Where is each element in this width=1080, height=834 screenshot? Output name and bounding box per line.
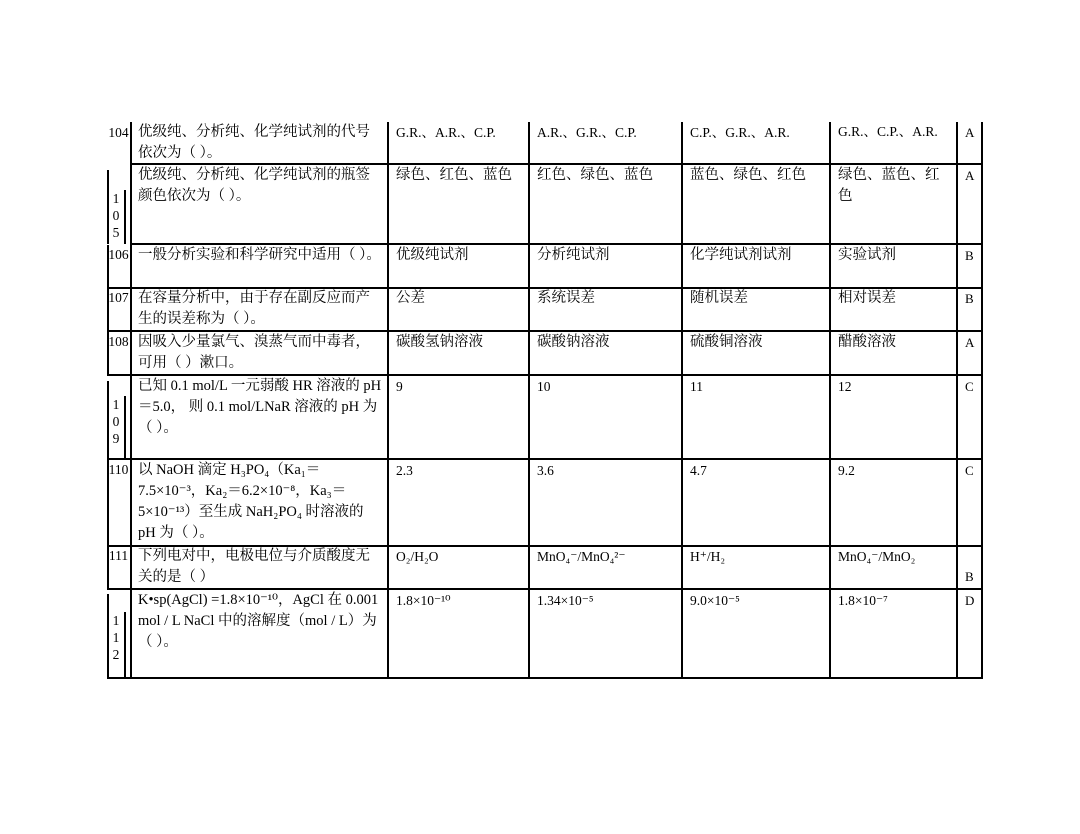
- option-a: 9: [396, 379, 403, 394]
- option-d: 相对误差: [838, 290, 896, 306]
- answer: A: [965, 125, 975, 140]
- question-text: 以 NaOH 滴定 H₃PO₄（Ka₁＝7.5×10⁻³，Ka₂＝6.2×10⁻⁸，Ka₃＝5×10⁻¹³）至生成 NaH₂PO₄ 时溶液的 pH 为（ ）。: [138, 462, 364, 541]
- answer: D: [965, 593, 975, 608]
- question-number: 110: [108, 462, 129, 477]
- option-a: 优级纯试剂: [396, 247, 469, 263]
- option-d: 1.8×10⁻⁷: [838, 593, 888, 608]
- table-right-border: [981, 122, 983, 678]
- question-number: 108: [108, 334, 129, 349]
- option-d: 9.2: [838, 463, 855, 478]
- option-c: 硫酸铜溶液: [690, 334, 763, 350]
- option-a: 公差: [396, 290, 425, 306]
- question-text: 优级纯、分析纯、化学纯试剂的瓶签颜色依次为（ ）。: [138, 167, 370, 204]
- number-box-border: [107, 381, 109, 459]
- question-text: 一般分析实验和科学研究中适用（ ）。: [138, 247, 381, 263]
- answer: C: [965, 463, 974, 478]
- question-number: 106: [108, 247, 129, 262]
- option-b: 系统误差: [537, 290, 595, 306]
- option-d: 绿色、蓝色、红色: [838, 167, 940, 204]
- question-text: 因吸入少量氯气、溴蒸气而中毒者，可用（ ）漱口。: [138, 334, 370, 371]
- number-box-inner-border: [124, 190, 126, 244]
- option-c: 11: [690, 379, 703, 394]
- option-c: C.P.、G.R.、A.R.: [690, 125, 790, 140]
- column-divider: [528, 122, 530, 678]
- column-divider: [829, 122, 831, 678]
- option-d: 12: [838, 379, 852, 394]
- column-divider: [681, 122, 683, 678]
- question-number: 111: [108, 548, 129, 563]
- answer: B: [965, 248, 974, 263]
- answer: C: [965, 379, 974, 394]
- option-b: 1.34×10⁻⁵: [537, 593, 594, 608]
- number-box-border: [107, 594, 109, 678]
- question-text: 优级纯、分析纯、化学纯试剂的代号依次为（ ）。: [138, 124, 370, 161]
- option-c: 随机误差: [690, 290, 748, 306]
- option-b: A.R.、G.R.、C.P.: [537, 125, 637, 140]
- option-c: 化学纯试剂试剂: [690, 247, 792, 263]
- question-number: 109: [112, 397, 120, 446]
- column-divider: [387, 122, 389, 678]
- option-c: 4.7: [690, 463, 707, 478]
- question-number: 112: [112, 613, 120, 662]
- option-a: G.R.、A.R.、C.P.: [396, 125, 496, 140]
- answer: A: [965, 335, 975, 350]
- option-a: O₂/H₂O: [396, 549, 439, 564]
- question-number: 105: [112, 191, 120, 240]
- question-text: K•sp(AgCl) =1.8×10⁻¹⁰，AgCl 在 0.001 mol / L NaCl 中的溶解度（mol / L）为（ ）。: [138, 592, 379, 650]
- option-b: 碳酸钠溶液: [537, 334, 610, 350]
- question-number: 104: [108, 125, 129, 140]
- option-b: MnO₄⁻/MnO₄²⁻: [537, 549, 626, 564]
- option-d: 实验试剂: [838, 247, 896, 263]
- option-b: 10: [537, 379, 551, 394]
- option-a: 2.3: [396, 463, 413, 478]
- option-c: H⁺/H₂: [690, 549, 726, 564]
- question-text: 已知 0.1 mol/L 一元弱酸 HR 溶液的 pH＝5.0， 则 0.1 mol/LNaR 溶液的 pH 为（ ）。: [138, 378, 382, 436]
- option-b: 红色、绿色、蓝色: [537, 167, 653, 183]
- number-box-inner-border: [124, 396, 126, 459]
- option-d: 醋酸溶液: [838, 334, 896, 350]
- option-a: 1.8×10⁻¹⁰: [396, 593, 451, 608]
- number-box-inner-border: [124, 612, 126, 678]
- option-c: 9.0×10⁻⁵: [690, 593, 740, 608]
- question-text: 在容量分析中，由于存在副反应而产生的误差称为（ ）。: [138, 290, 370, 327]
- option-c: 蓝色、绿色、红色: [690, 167, 806, 183]
- option-b: 分析纯试剂: [537, 247, 610, 263]
- option-d: G.R.、C.P.、A.R.: [838, 124, 938, 139]
- column-divider: [956, 122, 958, 678]
- question-number: 107: [108, 290, 129, 305]
- option-a: 绿色、红色、蓝色: [396, 167, 512, 183]
- option-b: 3.6: [537, 463, 554, 478]
- answer: A: [965, 168, 975, 183]
- question-text: 下列电对中，电极电位与介质酸度无关的是（ ）: [138, 548, 370, 585]
- option-d: MnO₄⁻/MnO₂: [838, 549, 916, 564]
- column-divider: [130, 122, 132, 678]
- answer: B: [965, 569, 974, 584]
- number-box-border: [107, 170, 109, 244]
- answer: B: [965, 291, 974, 306]
- table-bottom-border: [107, 677, 983, 679]
- option-a: 碳酸氢钠溶液: [396, 334, 483, 350]
